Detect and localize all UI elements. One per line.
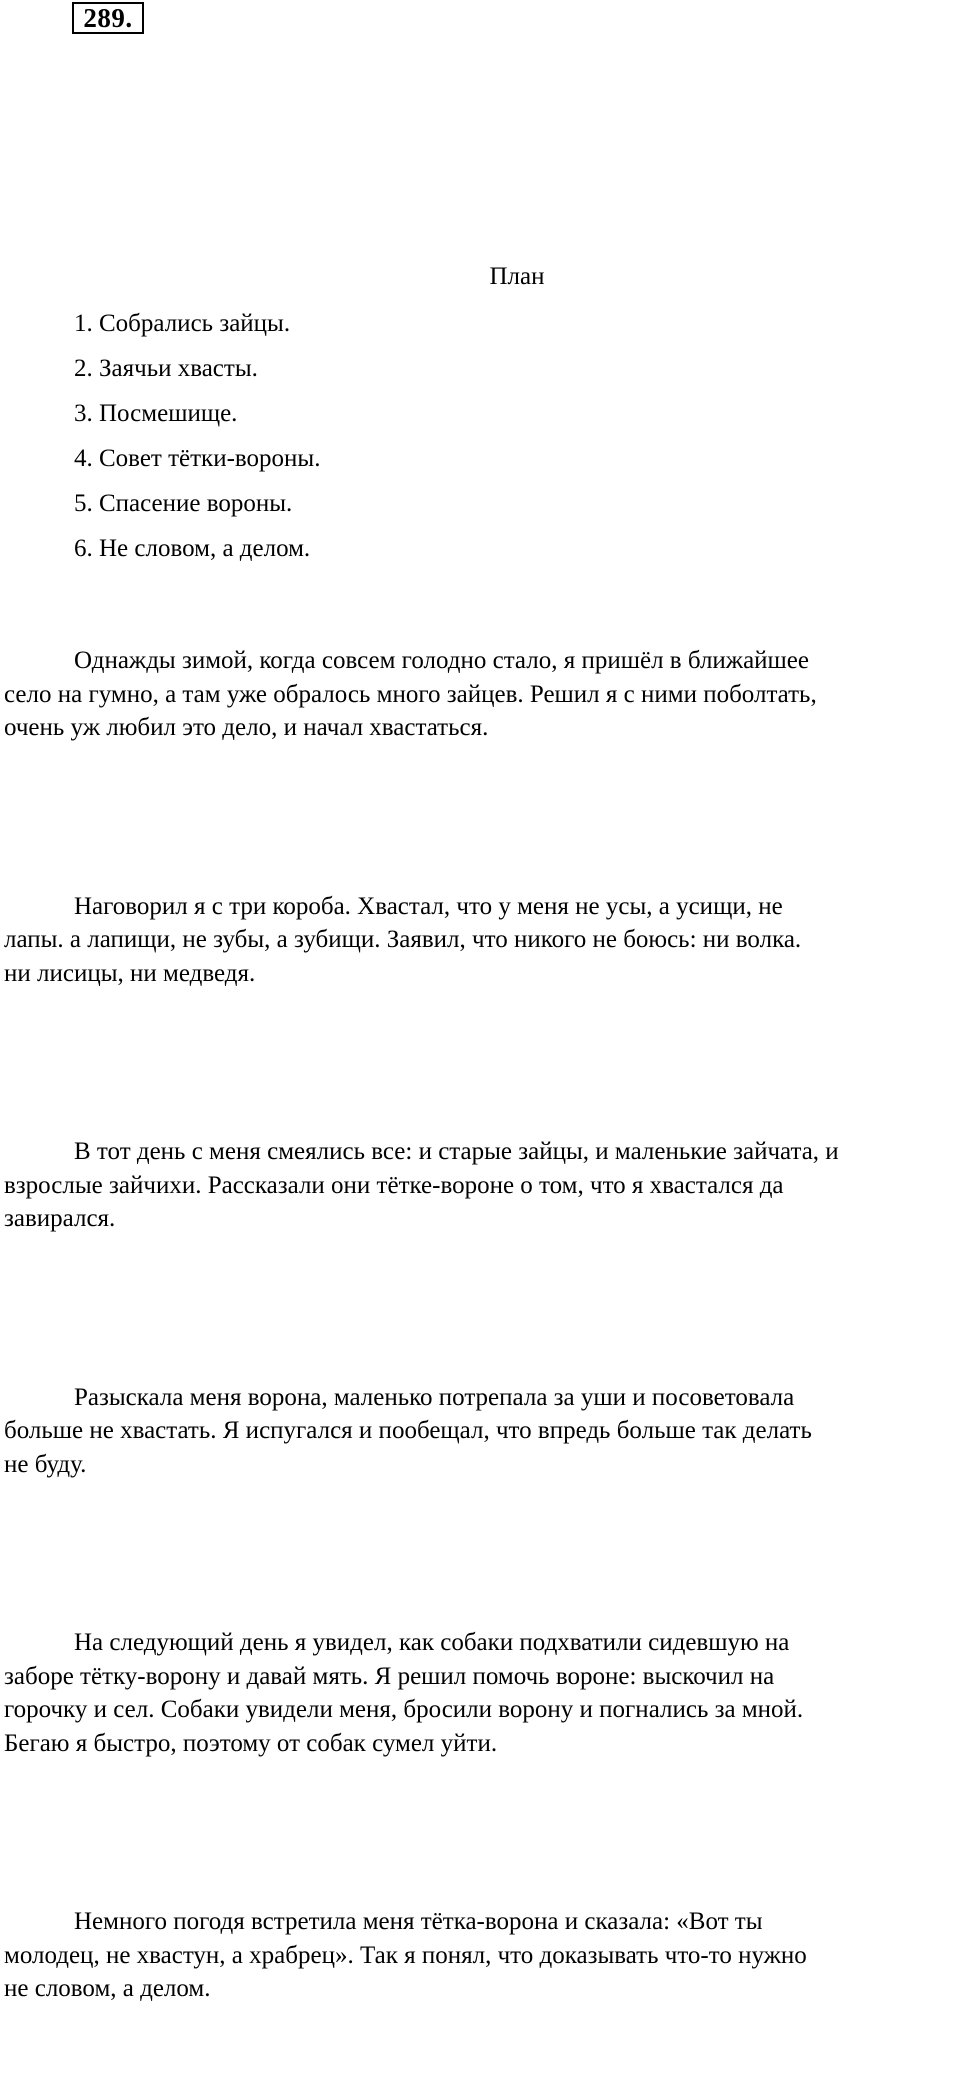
text-line: заборе тётку-ворону и давай мять. Я решил помочь вороне: выскочил на [4, 1662, 775, 1690]
text-line: Бегаю я быстро, поэтому от собак сумел уйти. [4, 1729, 498, 1757]
text-line: село на гумно, а там уже обралось много зайцев. Решил я с ними поболтать, [4, 680, 817, 708]
plan-title: План [489, 263, 545, 290]
text-line: Разыскала меня ворона, маленько потрепала за уши и посоветовала [74, 1383, 795, 1411]
plan-item: 6. Не словом, а делом. [74, 535, 311, 562]
text-line: молодец, не хвастун, а храбрец». Так я понял, что доказывать что-то нужно [4, 1941, 807, 1969]
story-text [4, 577, 960, 2084]
text-line: В тот день с меня смеялись все: и старые зайцы, и маленькие зайчата, и [74, 1138, 839, 1165]
story-paragraph [4, 577, 960, 812]
text-line: На следующий день я увидел, как собаки подхватили сидевшую на [74, 1629, 790, 1656]
text-line: взрослые зайчихи. Рассказали они тётке-вороне о том, что я хвастался да [4, 1171, 784, 1199]
text-line: не буду. [4, 1450, 87, 1478]
story-paragraph [4, 1838, 960, 2073]
story-paragraph [4, 823, 960, 1058]
plan-item: 2. Заячьи хвасты. [74, 355, 258, 382]
text-line: завирался. [4, 1205, 116, 1232]
plan-item: 1. Собрались зайцы. [74, 310, 291, 337]
text-line: больше не хвастать. Я испугался и пообещал, что впредь больше так делать [4, 1417, 812, 1444]
plan-item: 3. Посмешище. [74, 400, 238, 427]
story-paragraph [4, 1068, 960, 1303]
plan-item: 5. Спасение вороны. [74, 490, 293, 517]
text-line: ни лисицы, ни медведя. [4, 959, 256, 987]
story-paragraph [4, 1559, 960, 1827]
plan-item: 4. Совет тётки-вороны. [74, 445, 321, 472]
text-line: горочку и сел. Собаки увидели меня, бросили ворону и погнались за мной. [4, 1696, 804, 1723]
exercise-number: 289. [72, 2, 144, 34]
text-line: Наговорил я с три короба. Хвастал, что у меня не усы, а усищи, не [74, 892, 783, 920]
text-line: очень уж любил это дело, и начал хвастаться. [4, 714, 489, 741]
text-line: не словом, а делом. [4, 1975, 211, 2002]
text-line: лапы. а лапищи, не зубы, а зубищи. Заявил, что никого не боюсь: ни волка. [4, 926, 802, 953]
story-paragraph [4, 1314, 960, 1549]
text-line: Немного погодя встретила меня тётка-ворона и сказала: «Вот ты [74, 1908, 763, 1935]
text-line: Однажды зимой, когда совсем голодно стало, я пришёл в ближайшее [74, 647, 809, 674]
plan-list [74, 307, 320, 577]
